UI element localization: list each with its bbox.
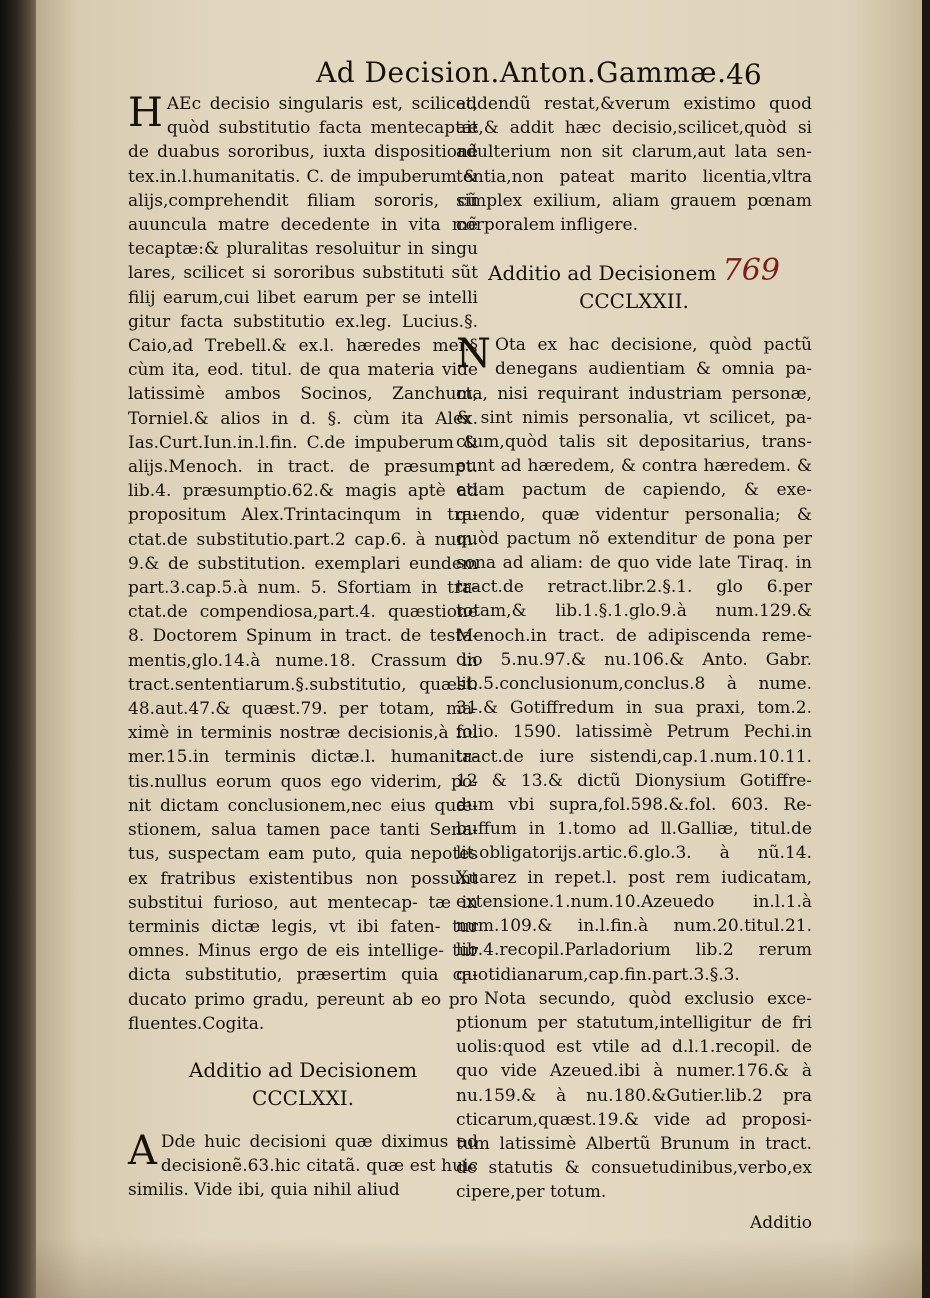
dropcap-initial: A — [128, 1127, 157, 1174]
continuation-paragraph: addendũ restat,&verum existimo quod ait,& addit hæc decisio,scilicet,quòd si adulterium non sit clarum,aut lata sen- tentia,non pateat marito licentia,vltra simplex exilium, aliam grauem pœnam corporalem infligere. — [456, 94, 812, 236]
decision-commentary-paragraph — [128, 92, 478, 1036]
right-column — [456, 92, 812, 1235]
dropcap-initial: N — [456, 331, 491, 378]
catchword: Additio — [750, 1212, 812, 1233]
additio-paragraph — [128, 1127, 478, 1203]
additio-paragraph — [456, 333, 812, 986]
heading-number: CCCLXXII. — [579, 289, 689, 314]
paragraph-text: Dde huic decisioni quæ diximus ad decisionẽ.63.hic citatã. quæ est huic similis. Vide ibi, quia nihil aliud — [128, 1131, 478, 1201]
section-heading-ccclxxi — [128, 1056, 478, 1112]
left-column — [128, 92, 478, 1203]
section-heading-ccclxxii — [456, 253, 812, 315]
paragraph-text: AEc decisio singularis est, scilicet, quòd substitutio facta mentecaptæ de duabus sororibus, iuxta dispositionẽ tex.in.l.humanitatis. C. de impuberum & alijs,comprehendit filiam sororis, cũ auuncula matre decedente in vita mẽ tecaptæ:& pluralitas resoluitur in singu lares, scilicet si sororibus substituti sũt filij earum,cui libet earum per se intelli gitur facta substitutio ex.leg. Lucius.§. Caio,ad Trebell.& ex.l. hæredes mei.§ cùm ita, eod. titul. de qua materia vide latissimè ambos Socinos, Zanchum, Torniel.& alios in d. §. cùm ita Alex. Ias.Curt.Iun.in.l.fin. C.de impuberum & alijs.Menoch. in tract. de præsumpt. lib.4. præsumptio.62.& magis aptè ad propositum Alex.Trintacinqum in tra- ctat.de substitutio.part.2 cap.6. à num. 9.& de substitution. exemplari eundem part.3.cap.5.à num. 5. Sfortiam in tra- ctat.de compendiosa,part.4. quæstione 8. Doctorem Spinum in tract. de testa- mentis,glo.14.à nume.18. Crassum in tract.sententiarum.§.substitutio, quæst. 48.aut.47.& quæst.79. per totam, ma- ximè in terminis nostræ decisionis,à nu mer.15.in terminis dictæ.l. humanita- tis.nullus eorum quos ego viderim, po- nit dictam conclusionem,nec eius quæ- stionem, salua tamen pace tanti Sena- tus, suspectam eam puto, quia nepotes ex fratribus existentibus non possunt substitui furioso, aut mentecap- tæ in terminis dictæ legis, vt ibi faten- tur omnes. Minus ergo de eis intellige- tur dicta substitutio, præsertim quia ca- ducato primo gradu, pereunt ab eo pro fluentes.Cogita. — [128, 94, 478, 1034]
page-number: 46 — [726, 58, 762, 91]
nota-secundo-paragraph: Nota secundo, quòd exclusio exce- ptionum per statutum,intelligitur de fri uolis:quod est vtile ad d.l.1.recopil. de quo vide Azeued.ibi à numer.176.& à nu.159.& à nu.180.&Gutier.lib.2 pra cticarum,quæst.19.& vide ad proposi- tum latissimè Albertũ Brunum in tract. de statutis & consuetudinibus,verbo,ex cipere,per totum. — [456, 988, 812, 1203]
handwritten-annotation: 769 — [722, 253, 780, 289]
book-binding-shadow — [0, 0, 40, 1298]
heading-title: Additio ad Decisionem — [188, 1057, 418, 1082]
heading-title: Additio ad Decisionem — [488, 261, 717, 286]
book-page — [36, 0, 922, 1298]
running-head: Ad Decision.Anton.Gammæ. — [316, 56, 727, 89]
dropcap-initial: H — [128, 90, 163, 136]
paragraph-text: Ota ex hac decisione, quòd pactũ denegans audientiam & omnia pa- cta, nisi requirant industriam personæ, & sint nimis personalia, vt scilicet, pa- ctum,quòd talis sit depositarius, trans- eunt ad hæredem, & contra hæredem. & etiam pactum de capiendo, & exe- quendo, quæ videntur personalia; & quòd pactum nõ extenditur de pona per sona ad aliam: de quo vide late Tiraq. in tract.de retract.libr.2.§.1. glo 6.per totam,& lib.1.§.1.glo.9.à num.129.& Menoch.in tract. de adipiscenda reme- dio 5.nu.97.& nu.106.& Anto. Gabr. lib.5.conclusionum,conclus.8 à nume. 31.& Gotiffredum in sua praxi, tom.2. folio. 1590. latissimè Petrum Pechi.in tract.de iure sistendi,cap.1.num.10.11. 12 & 13.& dictũ Dionysium Gotiffre- dum vbi supra,fol.598.&.fol. 603. Re- buffum in 1.tomo ad ll.Galliæ, titul.de lit.obligatorijs.artic.6.glo.3. à nũ.14. Xuarez in repet.l. post rem iudicatam, extensione.1.num.10.Azeuedo in.l.1.à num.109.& in.l.fin.à num.20.titul.21. lib.4.recopil.Parladorium lib.2 rerum quotidianarum,cap.fin.part.3.§.3. — [456, 335, 812, 985]
heading-number: CCCLXXI. — [252, 1085, 354, 1110]
